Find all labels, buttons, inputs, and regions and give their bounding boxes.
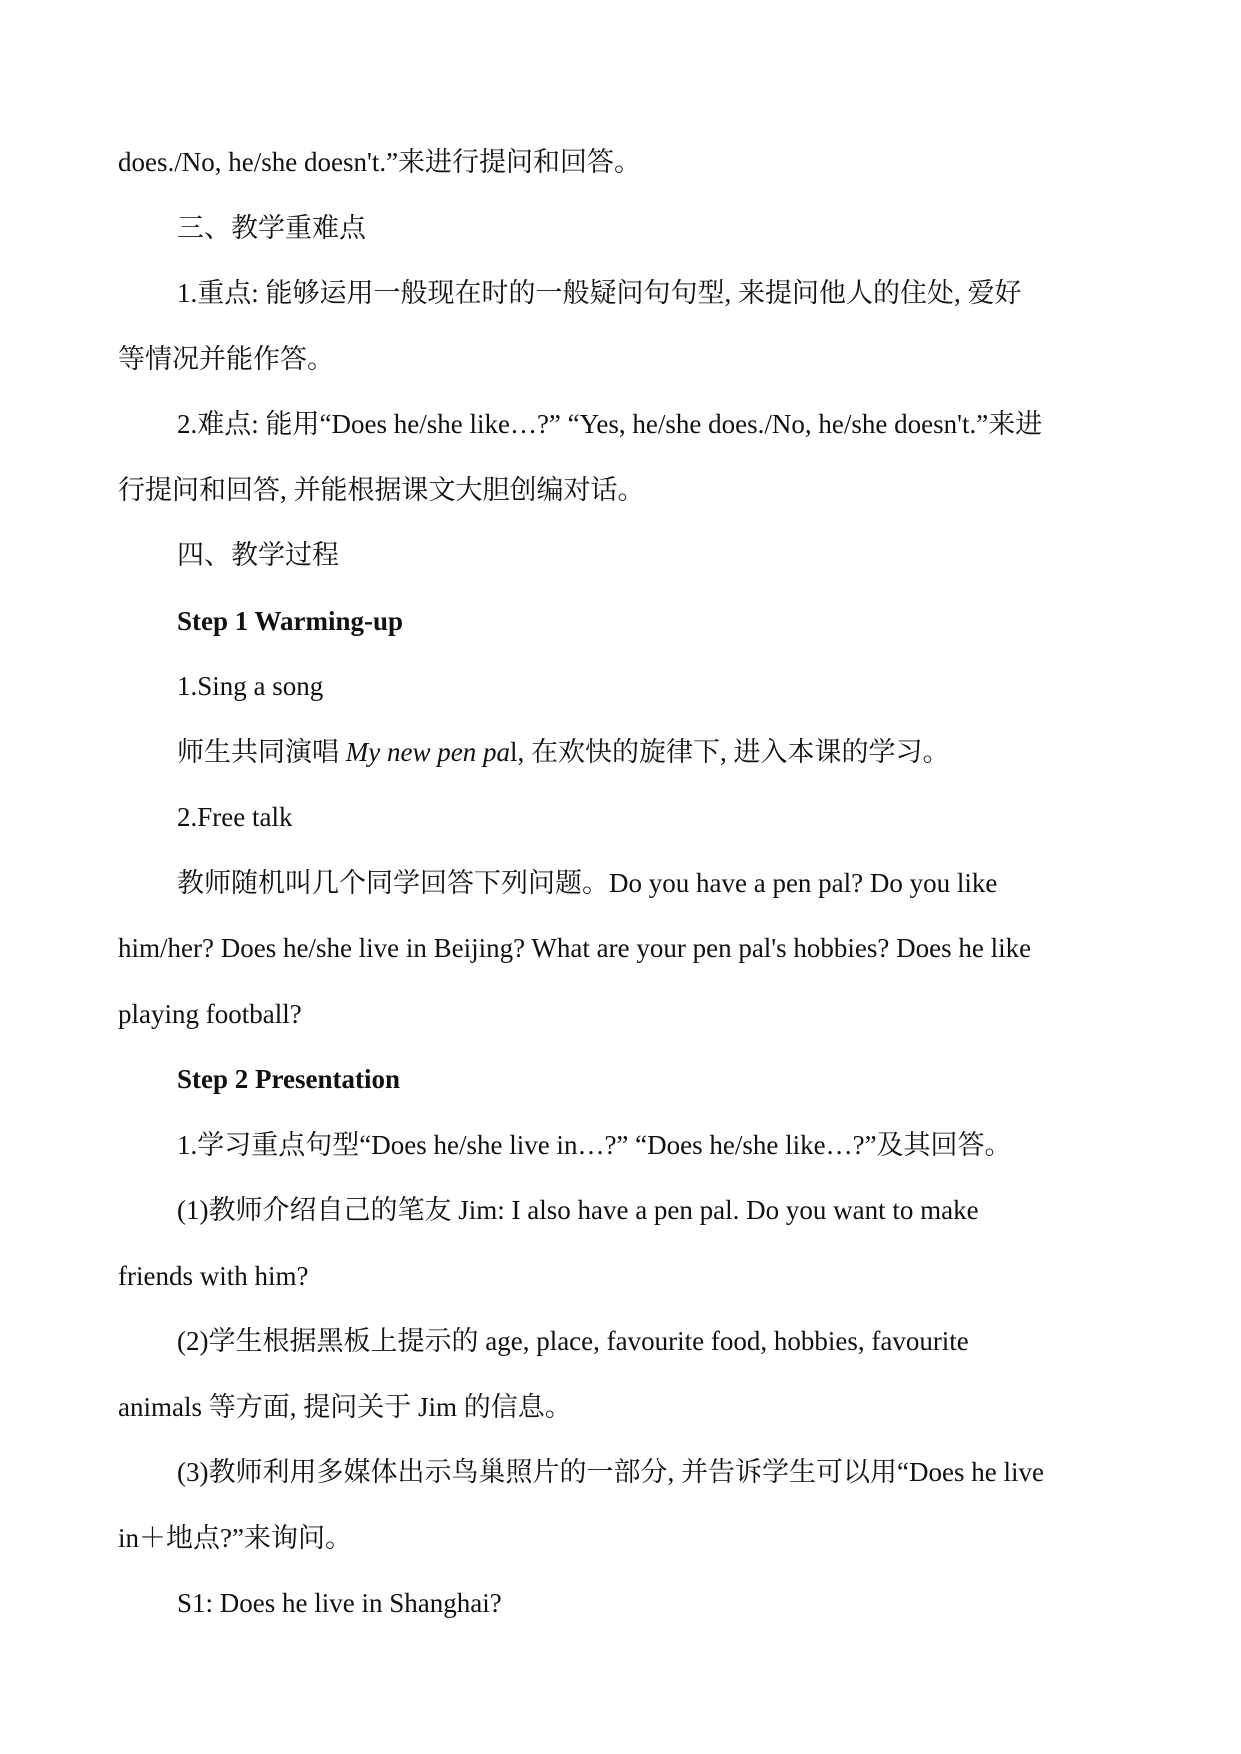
continuation-line: does./No, he/she doesn't.”来进行提问和回答。 (118, 147, 642, 177)
presentation-item-1: 1.学习重点句型“Does he/she live in…?” “Does he/she like…?”及其回答。 (177, 1129, 1012, 1160)
sub-step-3-line-2: in＋地点?”来询问。 (118, 1522, 352, 1553)
key-point-line-1: 1.重点: 能够运用一般现在时的一般疑问句句型, 来提问他人的住处, 爱好 (177, 278, 1022, 308)
sub-step-2-line-2: animals 等方面, 提问关于 Jim 的信息。 (118, 1391, 572, 1422)
difficult-point-line-2: 行提问和回答, 并能根据课文大胆创编对话。 (118, 474, 645, 505)
key-point-line-2: 等情况并能作答。 (118, 343, 334, 374)
free-talk-item: 2.Free talk (177, 802, 293, 832)
sing-song-description (118, 720, 1130, 786)
sing-desc-suffix: l, 在欢快的旋律下, 进入本课的学习。 (509, 736, 950, 767)
sub-step-1-line-1: (1)教师介绍自己的笔友 Jim: I also have a pen pal. Do you want to make (177, 1195, 979, 1225)
section-heading-3: 三、教学重难点 (177, 212, 366, 243)
sub-step-1-line-2: friends with him? (118, 1260, 309, 1291)
document-page (118, 130, 1130, 1637)
sing-desc-prefix: 师生共同演唱 (177, 736, 346, 767)
free-talk-line-3: playing football? (118, 998, 302, 1029)
dialogue-line-s1: S1: Does he live in Shanghai? (177, 1588, 502, 1618)
sub-step-2-line-1: (2)学生根据黑板上提示的 age, place, favourite food, hobbies, favourite (177, 1326, 969, 1356)
section-heading-4: 四、教学过程 (177, 540, 339, 570)
step1-heading: Step 1 Warming-up (177, 605, 404, 636)
free-talk-line-1: 教师随机叫几个同学回答下列问题。Do you have a pen pal? Do you like (177, 867, 998, 898)
step2-heading: Step 2 Presentation (177, 1064, 400, 1094)
sing-song-item: 1.Sing a song (177, 671, 324, 701)
difficult-point-line-1: 2.难点: 能用“Does he/she like…?” “Yes, he/she does./No, he/she doesn't.”来进 (177, 409, 1043, 439)
sub-step-3-line-1: (3)教师利用多媒体出示鸟巢照片的一部分, 并告诉学生可以用“Does he live (177, 1457, 1044, 1487)
song-title: My new pen pa (345, 736, 510, 767)
free-talk-line-2: him/her? Does he/she live in Beijing? What are your pen pal's hobbies? Does he like (118, 933, 1032, 963)
